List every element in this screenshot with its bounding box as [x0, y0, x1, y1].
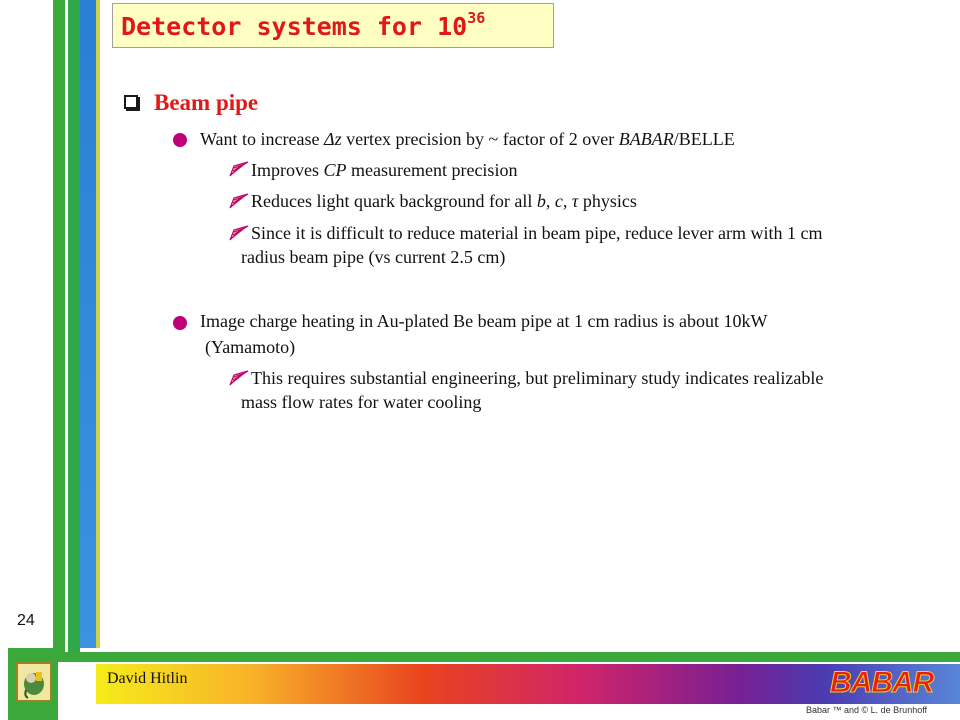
bullet-1-text: Want to increase Δz vertex precision by ~ factor of 2 over BABAR/BELLE [200, 129, 735, 149]
bullet-2-line2: (Yamamoto) [205, 337, 296, 357]
bullet-dot-icon [173, 316, 187, 330]
pen-bullet-icon [228, 224, 250, 242]
subitem-1-1: Improves CP measurement precision [251, 160, 518, 180]
pen-bullet-icon [228, 160, 250, 178]
page-number: 24 [17, 612, 35, 629]
copyright-text: Babar ™ and © L. de Brunhoff [806, 705, 928, 715]
bullet-2-line1: Image charge heating in Au-plated Be beam pipe at 1 cm radius is about 10kW [200, 311, 768, 331]
subitem-1-3-line2: radius beam pipe (vs current 2.5 cm) [241, 247, 506, 267]
left-green-bar-2 [68, 0, 80, 652]
pen-bullet-icon [228, 369, 250, 387]
subitem-1-3-line1: Since it is difficult to reduce material in beam pipe, reduce lever arm with 1 cm [251, 223, 823, 243]
subitem-2-1-line1: This requires substantial engineering, but preliminary study indicates realizable [251, 368, 824, 388]
pen-bullet-icon [228, 192, 250, 210]
subitem-2-1-line2: mass flow rates for water cooling [241, 392, 482, 412]
slide-title: Detector systems for $10^{36}$ [121, 9, 486, 41]
babar-elephant-icon [16, 662, 52, 702]
subitem-1-2: Reduces light quark background for all b, c, τ physics [251, 191, 637, 211]
babar-logo: BABAR [830, 666, 934, 699]
author-name: David Hitlin [107, 670, 188, 687]
checkbox-bullet-icon [124, 95, 138, 109]
left-green-bar [53, 0, 65, 652]
left-blue-bar [80, 0, 96, 648]
footer-green-band [8, 652, 960, 662]
left-yellow-stripe [96, 0, 100, 648]
section-heading: Beam pipe [124, 90, 258, 116]
bullet-dot-icon [173, 133, 187, 147]
title-box [112, 3, 554, 48]
